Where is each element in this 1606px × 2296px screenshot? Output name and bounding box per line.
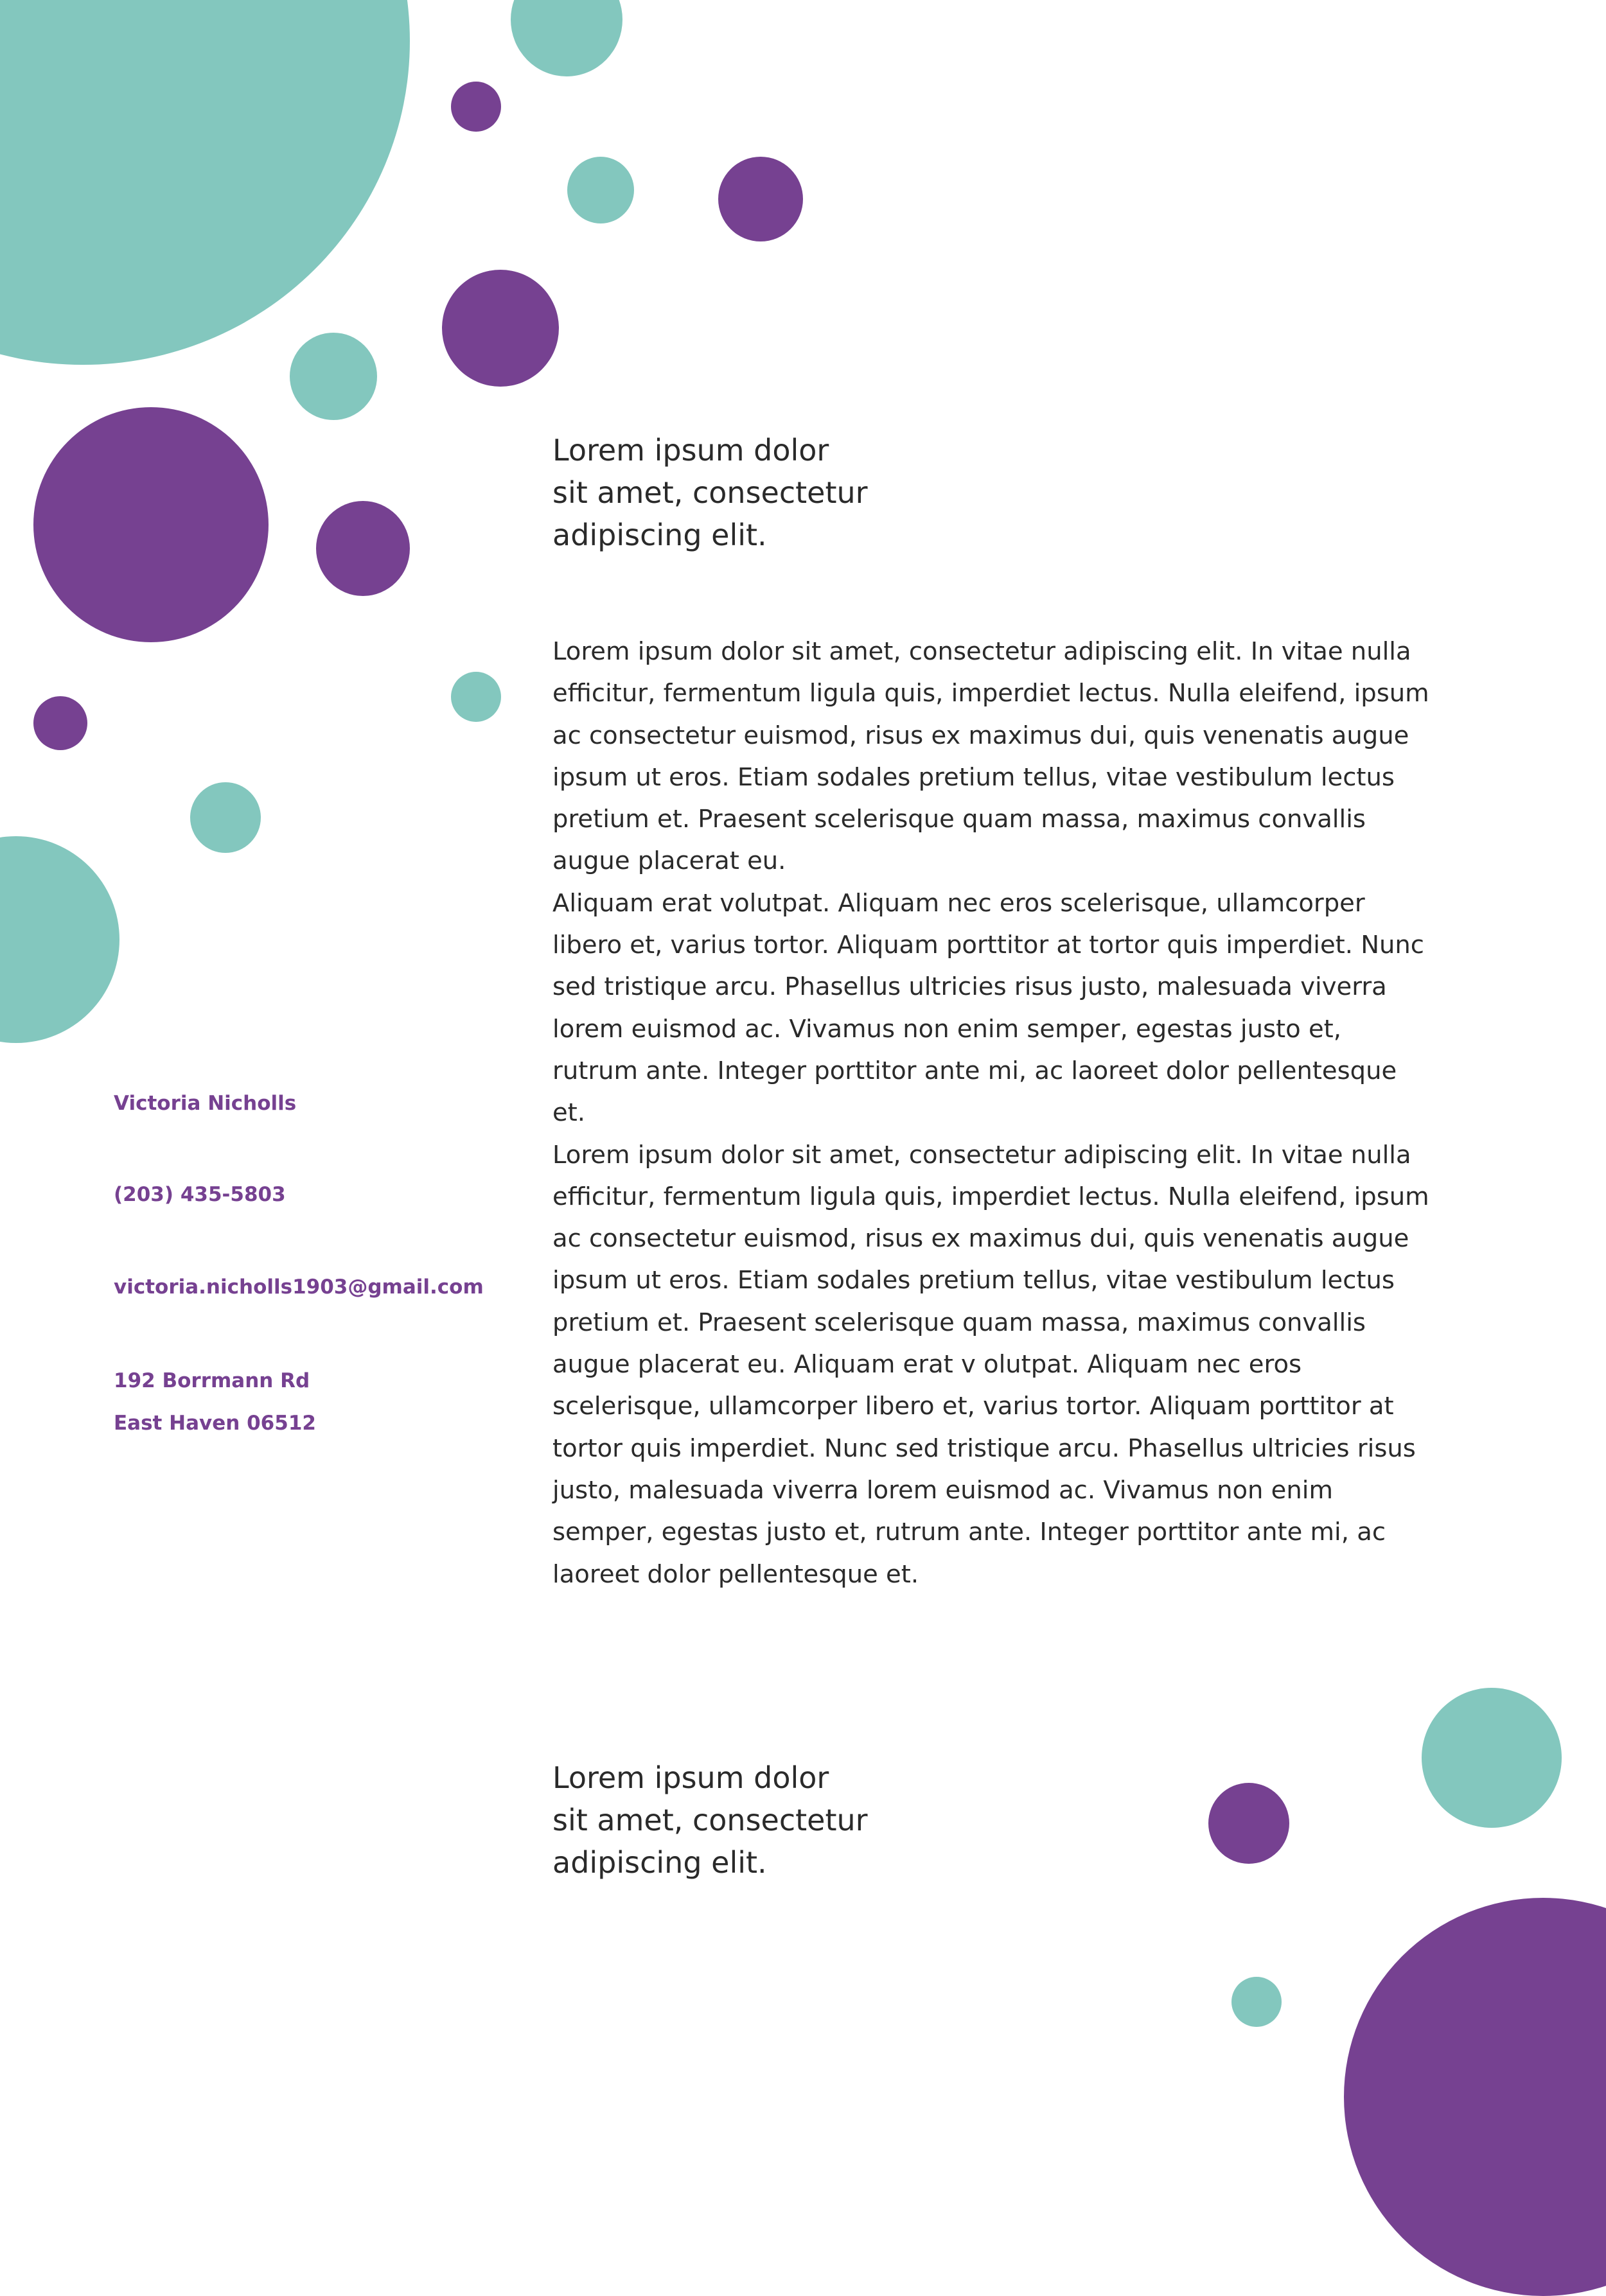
decor-circle-purple-medium-left	[316, 501, 410, 596]
decor-circle-teal-tiny-bottom	[1231, 1977, 1282, 2027]
decor-circle-teal-tiny-right	[451, 672, 501, 722]
decor-circle-teal-small-top	[567, 157, 634, 223]
body-paragraph: Aliquam erat volutpat. Aliquam nec eros scelerisque, ullamcorper libero et, varius tortor. Aliquam porttitor at tortor quis imperdiet. Nunc sed tristique arcu. Phasellus ultricies risus justo, malesuada viverra lorem euismod ac. Vivamus non enim semper, egestas justo et, rutrum ante. Integer porttitor ante mi, ac laoreet dolor pellentesque et.	[552, 888, 1424, 1128]
page-heading-top: Lorem ipsum dolor sit amet, consectetur adipiscing elit.	[552, 433, 868, 552]
decor-circle-purple-bottom-mid	[1208, 1783, 1289, 1864]
decor-circle-purple-mid-top	[442, 270, 559, 387]
body-paragraph: Lorem ipsum dolor sit amet, consectetur adipiscing elit. In vitae nulla efficitur, fermentum ligula quis, imperdiet lectus. Nulla eleifend, ipsum ac consectetur euismod, risus ex maximus dui, quis venenatis augue ipsum ut eros. Etiam sodales pretium tellus, vitae vestibulum lectus pretium et. Praesent scelerisque quam massa, maximus convallis augue placerat eu. Aliquam erat v olutpat. Aliquam nec eros scelerisque, ullamcorper libero et, varius tortor. Aliquam porttitor at tortor quis imperdiet. Nunc sed tristique arcu. Phasellus ultricies risus justo, malesuada viverra lorem euismod ac. Vivamus non enim semper, egestas justo et, rutrum ante. Integer porttitor ante mi, ac laoreet dolor pellentesque et.	[552, 1140, 1429, 1589]
decor-circle-teal-small-left	[190, 782, 261, 853]
letter-body	[552, 631, 1433, 1595]
decor-circle-teal-large-top-left	[0, 0, 410, 365]
contact-email: victoria.nicholls1903@gmail.com	[114, 1275, 484, 1299]
decor-circle-teal-bottom-right	[1422, 1688, 1562, 1828]
decor-circle-purple-tiny-left	[33, 696, 87, 750]
page-heading-bottom: Lorem ipsum dolor sit amet, consectetur adipiscing elit.	[552, 1760, 868, 1880]
decor-circle-purple-small-top	[451, 82, 501, 132]
contact-address-line2: East Haven 06512	[114, 1412, 316, 1435]
decor-circle-teal-top	[511, 0, 622, 76]
decor-circle-purple-large-bottom-right	[1344, 1898, 1606, 2296]
contact-phone: (203) 435-5803	[114, 1183, 286, 1206]
contact-name: Victoria Nicholls	[114, 1092, 297, 1115]
body-paragraph: Lorem ipsum dolor sit amet, consectetur adipiscing elit. In vitae nulla efficitur, fermentum ligula quis, imperdiet lectus. Nulla eleifend, ipsum ac consectetur euismod, risus ex maximus dui, quis venenatis augue ipsum ut eros. Etiam sodales pretium tellus, vitae vestibulum lectus pretium et. Praesent scelerisque quam massa, maximus convallis augue placerat eu.	[552, 637, 1429, 876]
decor-circle-purple-top-right	[718, 157, 803, 241]
contact-address-line1: 192 Borrmann Rd	[114, 1369, 310, 1392]
decor-circle-teal-mid	[290, 333, 377, 420]
decor-circle-purple-large-left	[33, 407, 269, 642]
decor-circle-teal-half-left	[0, 836, 119, 1043]
